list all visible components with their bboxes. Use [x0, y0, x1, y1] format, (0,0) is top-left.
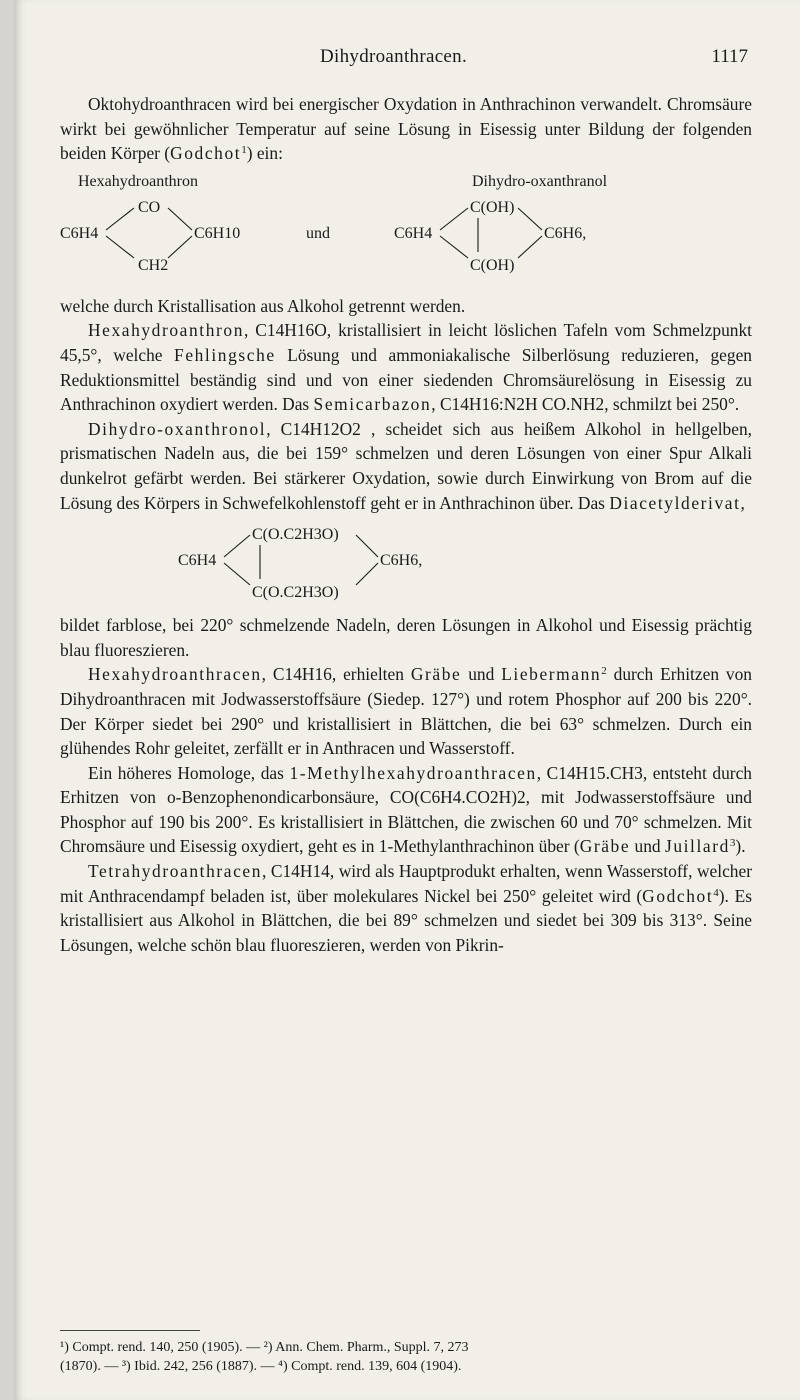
compound-name: Hexahydroanthracen: [88, 664, 262, 685]
author-name: Liebermann: [501, 664, 602, 685]
formula-bottom-group: C(O.C2H3O): [252, 584, 339, 602]
footnote-ref: 4: [713, 886, 719, 899]
book-page: [14, 0, 800, 1400]
diacetyl-formula: [60, 521, 752, 609]
compound-name: Dihydro-oxanthronol: [88, 418, 267, 439]
formula-pair: [60, 170, 752, 292]
author-name: Godchot: [642, 885, 714, 906]
paragraph-text: , C14H12O2 , scheidet sich aus heißem Alkohol in hellgelben, prismatischen Nadeln aus, die bei 159° schmelzen und deren Lösungen von einer Spur Alkali dunkelrot gefärbt werden. Bei stärkerer Oxydation, sowie durch Einwirkung von Brom auf die Lösung des Körpers in Schwefelkohlenstoff geht er in Anthrachinon über. Das: [60, 418, 752, 513]
formula-label-hexahydroanthron: Hexahydroanthron: [78, 172, 198, 190]
footnote-rule: [60, 1330, 200, 1331]
paragraph-methylhexahydroanthracen: [60, 761, 752, 859]
page-header: [14, 46, 800, 76]
author-name: Juillard: [664, 836, 730, 857]
running-title: Dihydroanthracen.: [320, 46, 468, 67]
author-name: Gräbe: [410, 664, 462, 685]
author-name: Gräbe: [579, 836, 631, 857]
footnote-line: (1870). — ³) Ibid. 242, 256 (1887). — ⁴) Compt. rend. 139, 604 (1904).: [60, 1359, 462, 1374]
paragraph-text: ,: [740, 492, 745, 513]
derivative-name: Diacetylderivat: [609, 492, 741, 513]
paragraph-text: , C14H14, wird als Hauptprodukt erhalten, wenn Wasserstoff, welcher mit Anthracendampf beladen ist, über molekulares Nickel bei 250° geleitet wird (: [60, 861, 752, 906]
structural-formulas: [60, 192, 752, 288]
paragraph-text: durch Erhitzen von Dihydroanthracen mit Jodwasserstoffsäure (Siedep. 127°) und rotem Phosphor auf 200 bis 220°. Der Körper siedet bei 290° und kristallisiert in Blättchen, die bei 63° schmelzen. Durch ein glühendes Rohr geleitet, zerfällt er in Anthracen und Wasserstoff.: [60, 664, 753, 759]
compound-name: Hexahydroanthron: [88, 320, 244, 341]
footnotes: [60, 1338, 760, 1376]
paragraph-text: ).: [735, 836, 746, 857]
formula-left-group: C6H4: [60, 224, 99, 242]
structural-formula: [178, 521, 578, 609]
paragraph-text: , kristallisiert in leicht löslichen Tafeln vom Schmelzpunkt 45,5°, welche: [60, 320, 752, 365]
paragraph-hexahydroanthron: [60, 318, 752, 416]
paragraph-text: Oktohydroanthracen wird bei energischer Oxydation in Anthrachinon verwandelt. Chromsäure wirkt bei gewöhnlicher Temperatur auf seine Lösung in Eisessig unter Bildung der folgenden beiden Körper (: [60, 94, 752, 164]
footnote-ref: 3: [729, 837, 736, 850]
compound-name: 1-Methylhexahydroanthracen: [289, 762, 537, 783]
page-body: [60, 92, 752, 957]
paragraph-text: , C14H16, erhielten: [261, 664, 411, 685]
footnote-ref: 2: [601, 665, 607, 678]
formula-bottom-group: C(OH): [470, 256, 515, 274]
paragraph-diacetyl: bildet farblose, bei 220° schmelzende Nadeln, deren Lösungen in Alkohol und Eisessig prächtig blau fluoreszieren.: [60, 615, 752, 660]
derivative-name: Semicarbazon: [313, 394, 432, 415]
footnote-line: ¹) Compt. rend. 140, 250 (1905). — ²) Ann. Chem. Pharm., Suppl. 7, 273: [60, 1340, 469, 1355]
author-name: Godchot: [170, 143, 242, 164]
formula-label-dihydro-oxanthranol: Dihydro-oxanthranol: [472, 172, 608, 190]
paragraph-text: , C14H15.CH3, entsteht durch Erhitzen von o-Benzophenondicarbonsäure, CO(C6H4.CO2H)2, mit Jodwasserstoffsäure und Phosphor auf 190 bis 200°. Es kristallisiert in Blättchen, die zwischen 60 und 70° schmelzen. Mit Chromsäure und Eisessig oxydiert, geht es in 1-Methylanthrachinon über (: [60, 762, 752, 857]
formula-left-group: C6H4: [178, 552, 217, 570]
paragraph-text: ,: [244, 320, 256, 341]
formula-top-group: C(O.C2H3O): [252, 526, 339, 544]
formula-right-group: C6H6,: [380, 552, 423, 570]
paragraph-text: und: [630, 836, 665, 857]
paragraph-text: ) ein:: [246, 143, 283, 164]
formula-joiner: und: [306, 224, 330, 242]
paragraph-text: Lösung und ammoniakalische Silberlösung reduzieren, gegen Reduktionsmittel beständig sind und von einer siedenden Chromsäurelösung in Eisessig zu Anthrachinon oxydiert werden. Das: [60, 344, 752, 415]
formula-right-group: C6H6,: [544, 224, 587, 242]
paragraph-separation: welche durch Kristallisation aus Alkohol getrennt werden.: [60, 295, 466, 316]
compound-formula: C14H16O: [255, 320, 327, 341]
formula-top-group: C(OH): [470, 198, 515, 216]
footnote-ref: 1: [241, 144, 247, 157]
paragraph-dihydro-oxanthronol: [60, 417, 752, 515]
page-number: 1117: [711, 46, 748, 67]
formula-top-group: CO: [138, 198, 161, 216]
formula-left-group: C6H4: [394, 224, 433, 242]
paragraph-text: und: [461, 664, 502, 685]
paragraph-text: , C14H16:N2H CO.NH2, schmilzt bei 250°.: [431, 394, 740, 415]
paragraph-text: ). Es kristallisiert aus Alkohol in Blättchen, die bei 89° schmelzen und siedet bei 309 bis 313°. Seine Lösungen, welche schön blau fluoreszieren, werden von Pikrin-: [60, 885, 752, 955]
paragraph-hexahydroanthracen: [60, 662, 752, 760]
formula-bottom-group: CH2: [138, 256, 169, 274]
paragraph-text: Ein höheres Homologe, das: [88, 762, 290, 783]
reagent-name: Fehlingsche: [174, 344, 276, 365]
formula-right-group: C6H10: [194, 224, 241, 242]
paragraph-tetrahydroanthracen: [60, 859, 752, 957]
paragraph-intro: [60, 92, 752, 166]
compound-name: Tetrahydroanthracen: [88, 861, 263, 882]
